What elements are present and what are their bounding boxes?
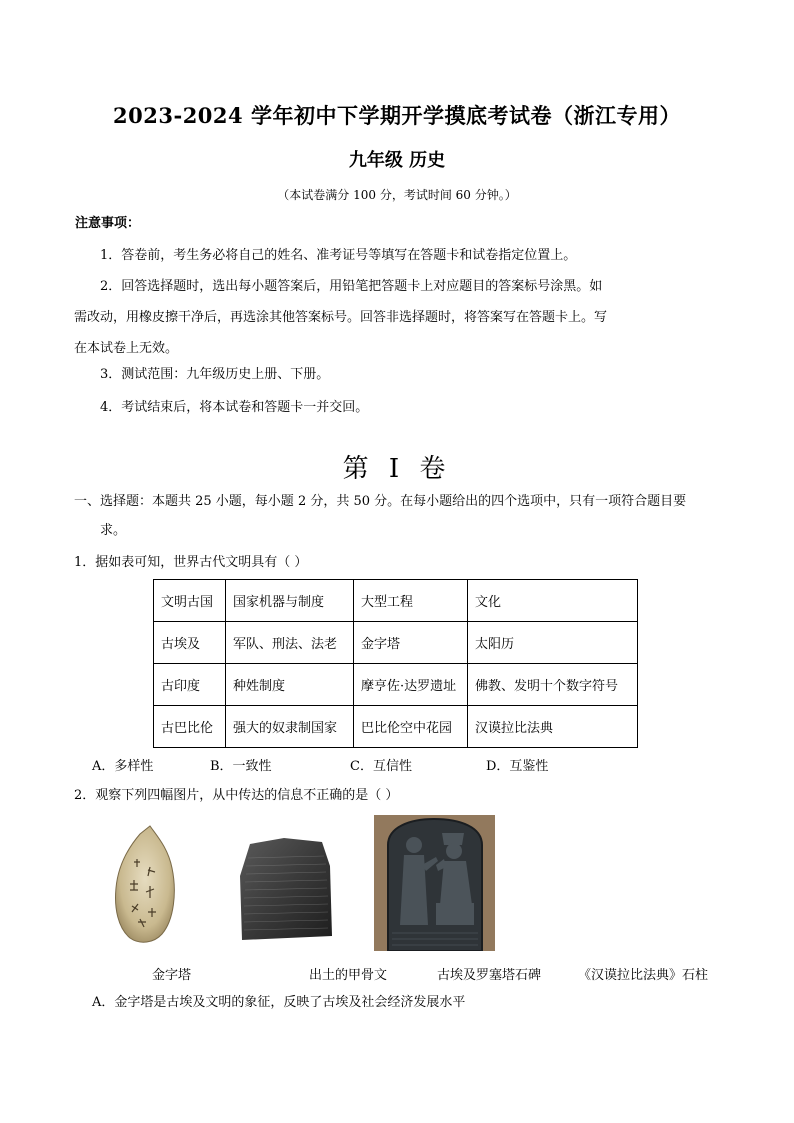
oracle-bone-image (110, 822, 180, 947)
exam-title: 2023-2024 学年初中下学期开学摸底考试卷（浙江专用） (113, 103, 681, 128)
hammurabi-stele-image (374, 815, 495, 951)
section-instruction: 一、选择题：本题共 25 小题，每小题 2 分，共 50 分。在每小题给出的四个选项中，只有一项符合题目要 (74, 494, 687, 509)
rosetta-stone-image (236, 836, 336, 946)
table-cell: 佛教、发明十个数字符号 (468, 664, 638, 706)
notice-item-2-end: 在本试卷上无效。 (74, 341, 179, 356)
question-1-stem: 1．据如表可知，世界古代文明具有（ ） (74, 555, 308, 570)
notice-item-1: 1．答卷前，考生务必将自己的姓名、准考证号等填写在答题卡和试卷指定位置上。 (100, 248, 577, 263)
table-row (154, 622, 638, 664)
table-cell: 大型工程 (354, 580, 468, 622)
exam-subtitle: 九年级 历史 (348, 150, 446, 171)
table-row (154, 664, 638, 706)
exam-note: （本试卷满分 100 分，考试时间 60 分钟。） (277, 188, 517, 202)
table-cell: 军队、刑法、法老 (226, 622, 354, 664)
q1-option-c: C．互信性 (350, 759, 412, 774)
notice-heading: 注意事项： (75, 216, 141, 231)
notice-item-2: 2．回答选择题时，选出每小题答案后，用铅笔把答题卡上对应题目的答案标号涂黑。如 (100, 279, 603, 294)
section-title: 第 I 卷 (342, 454, 452, 484)
q1-option-a: A．多样性 (92, 759, 154, 774)
notice-item-3: 3．测试范围：九年级历史上册、下册。 (100, 367, 330, 382)
question-2-stem: 2．观察下列四幅图片，从中传达的信息不正确的是（ ） (74, 788, 399, 803)
table-cell: 文明古国 (154, 580, 226, 622)
caption-3: 古埃及罗塞塔石碑 (437, 968, 542, 983)
notice-item-4: 4．考试结束后，将本试卷和答题卡一并交回。 (100, 400, 369, 415)
table-cell: 强大的奴隶制国家 (226, 706, 354, 748)
civilization-table (153, 579, 638, 748)
table-cell: 古埃及 (154, 622, 226, 664)
q1-option-d: D．互鉴性 (486, 759, 549, 774)
caption-4: 《汉谟拉比法典》石柱 (578, 968, 709, 983)
table-cell: 文化 (468, 580, 638, 622)
q1-option-b: B．一致性 (210, 759, 272, 774)
table-cell: 巴比伦空中花园 (354, 706, 468, 748)
q2-option-a: A．金字塔是古埃及文明的象征，反映了古埃及社会经济发展水平 (92, 995, 466, 1010)
table-cell: 古巴比伦 (154, 706, 226, 748)
section-instruction-cont: 求。 (100, 523, 127, 538)
caption-2: 出土的甲骨文 (309, 968, 388, 983)
caption-1: 金字塔 (152, 968, 192, 983)
table-cell: 种姓制度 (226, 664, 354, 706)
notice-item-2-cont: 需改动，用橡皮擦干净后，再选涂其他答案标号。回答非选择题时，将答案写在答题卡上。写 (74, 310, 608, 325)
table-cell: 金字塔 (354, 622, 468, 664)
table-cell: 太阳历 (468, 622, 638, 664)
table-cell: 国家机器与制度 (226, 580, 354, 622)
table-row (154, 706, 638, 748)
table-cell: 汉谟拉比法典 (468, 706, 638, 748)
table-row (154, 580, 638, 622)
table-cell: 古印度 (154, 664, 226, 706)
table-cell: 摩亨佐·达罗遗址 (354, 664, 468, 706)
